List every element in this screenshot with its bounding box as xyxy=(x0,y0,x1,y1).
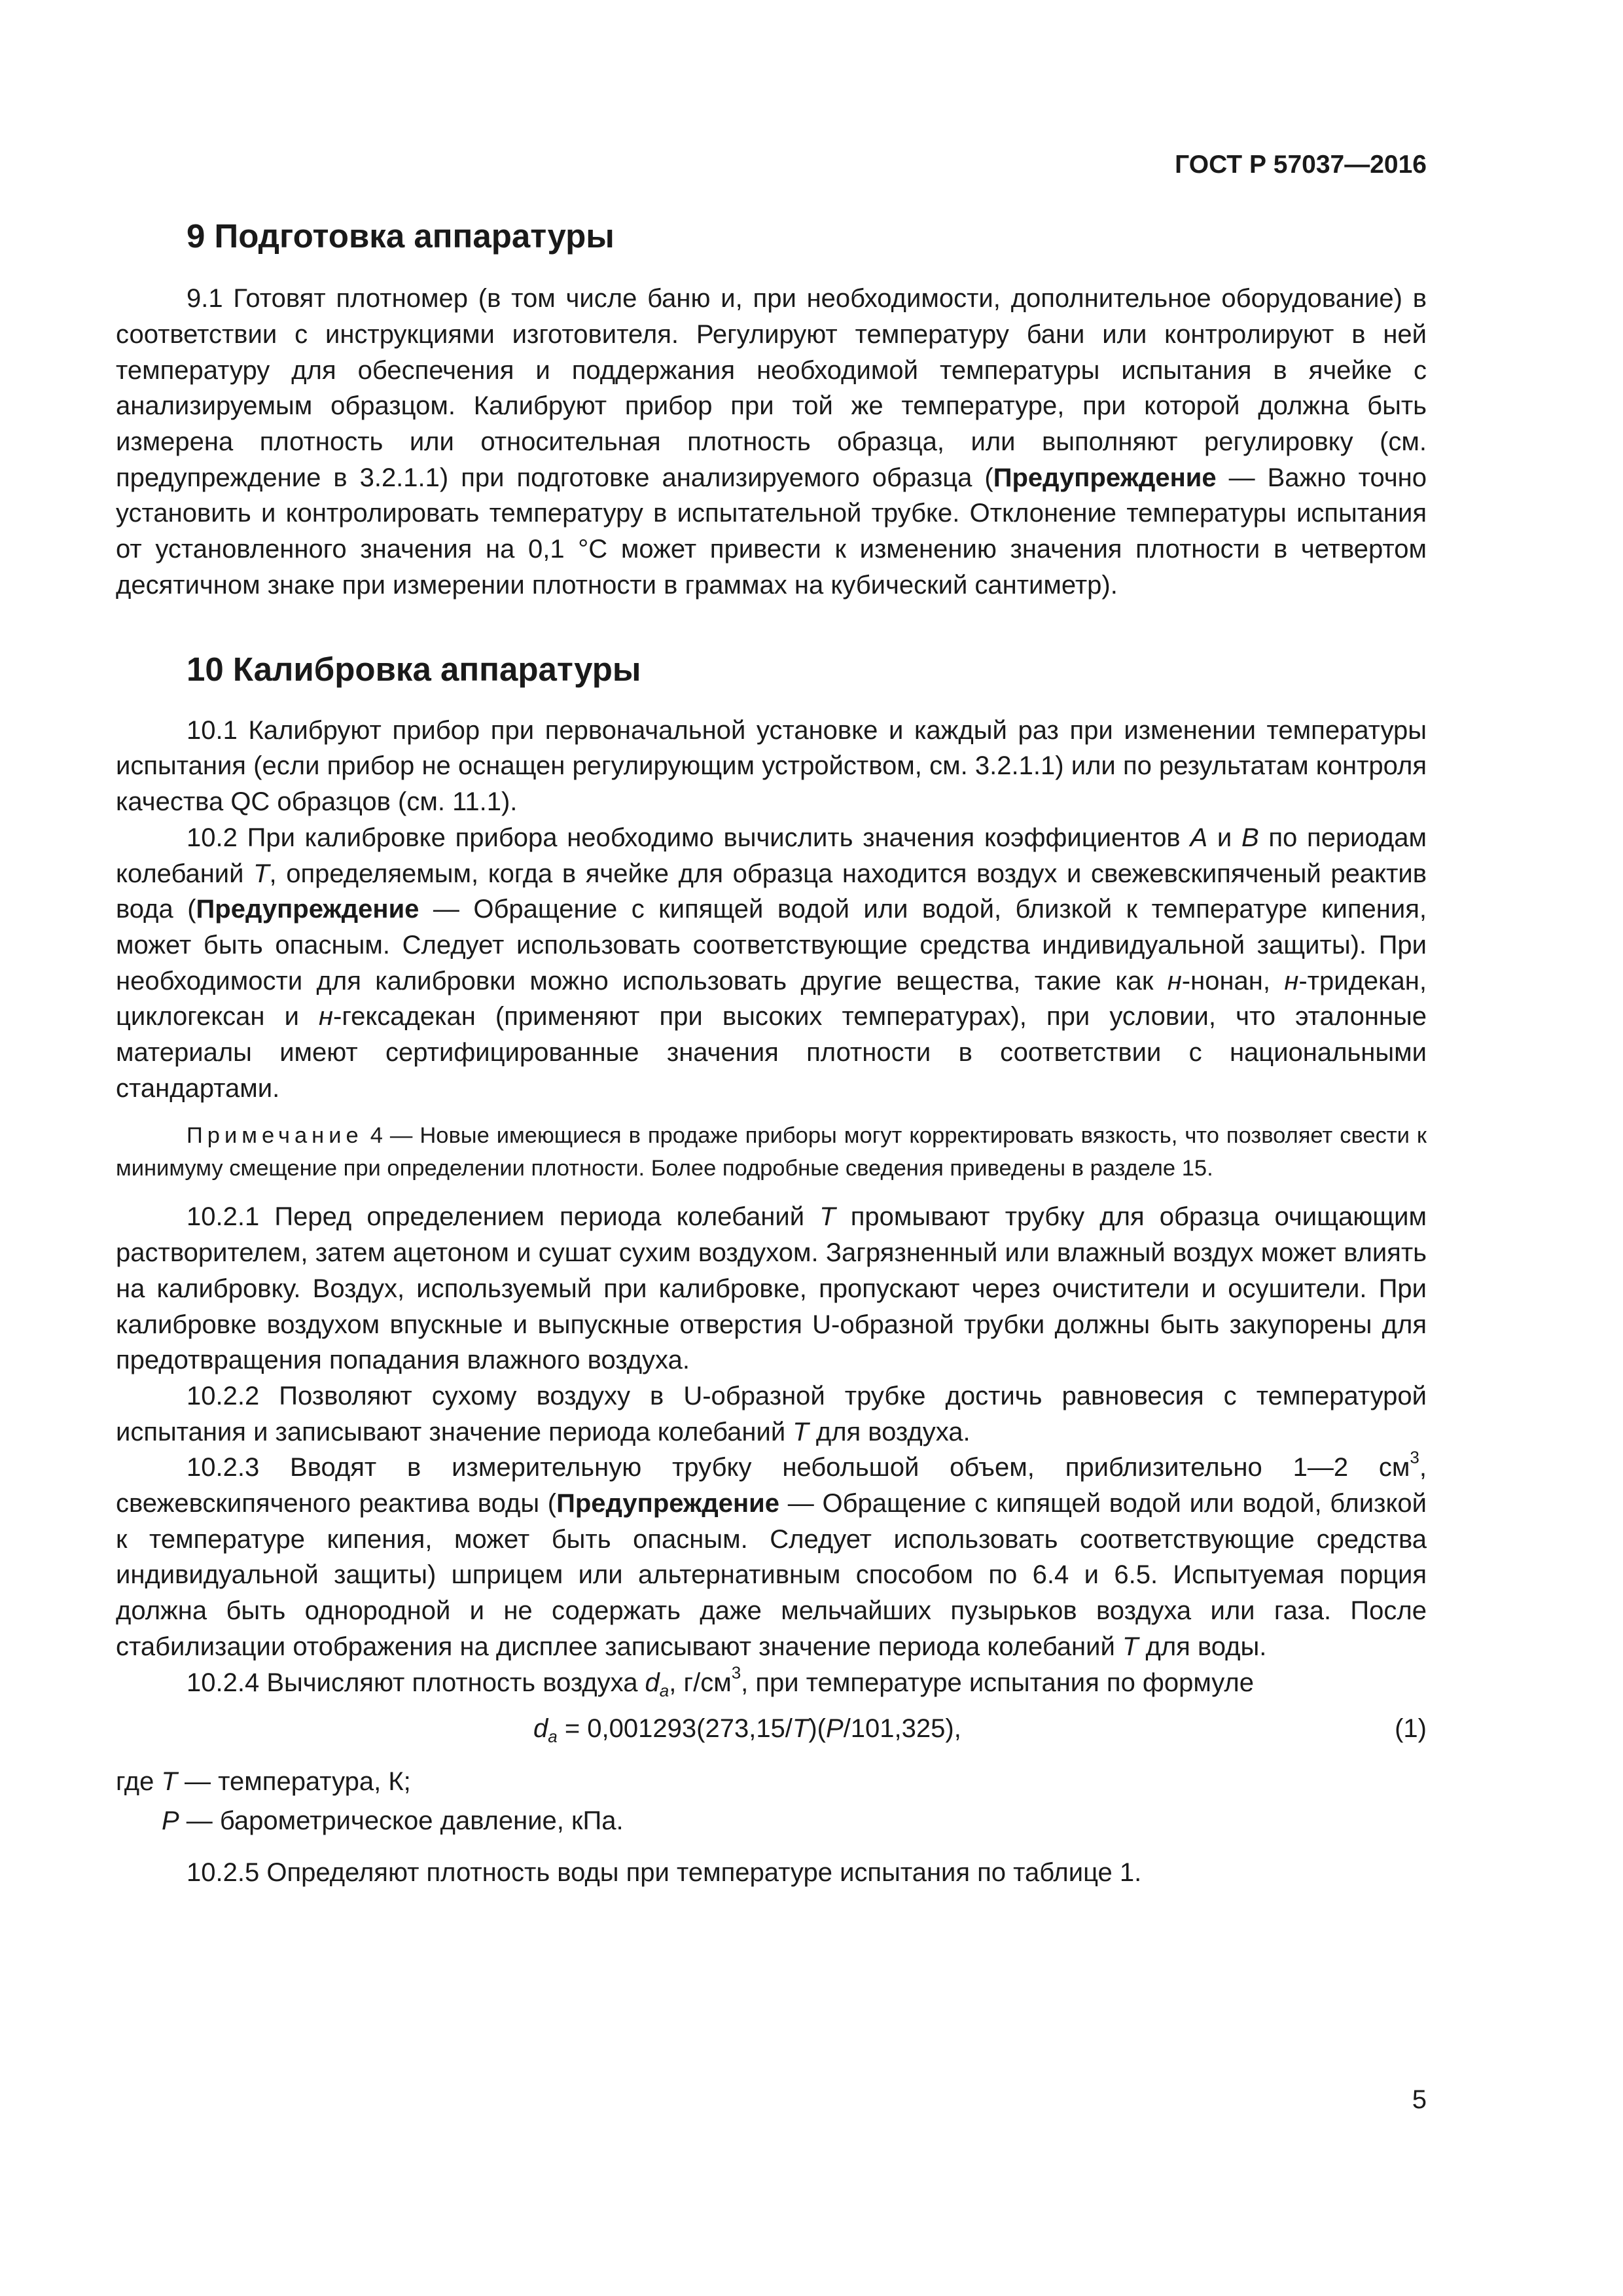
formula-1 xyxy=(116,1710,1427,1748)
page-content xyxy=(116,216,1427,1891)
section-10-heading: 10 Калибровка аппаратуры xyxy=(187,650,641,688)
paragraph-9-1: 9.1 Готовят плотномер (в том числе баню и, при необходимости, дополнительное оборудование) в соответствии с инструкциями изготовителя. Регулируют температуру бани или контролируют в ней температуру для обеспечения и поддержания необходимой температуры испытания в ячейке с анализируемым образцом. Калибруют прибор при той же температуре, при которой должна быть измерена плотность или относительная плотность образца, или выполняют регулировку (см. предупреждение в 3.2.1.1) при подготовке анализируемого образца (Предупреждение — Важно точно установить и контролировать температуру в испытательной трубке. Отклонение температуры испытания от установленного значения на 0,1 °С может привести к изменению значения плотности в четвертом десятичном знаке при измерении плотности в граммах на кубический сантиметр). xyxy=(116,284,1427,600)
paragraph-10-1: 10.1 Калибруют прибор при первоначальной установке и каждый раз при изменении температуры испытания (если прибор не оснащен регулирующим устройством, см. 3.2.1.1) или по результатам контроля качества QC образцов (см. 11.1). xyxy=(116,715,1427,817)
page-number: 5 xyxy=(1412,2085,1427,2114)
formula-number: (1) xyxy=(1395,1714,1427,1744)
paragraph-10-2-4: 10.2.4 Вычисляют плотность воздуха $d_a$, $г/см^3$, при температуре испытания по формуле xyxy=(187,1662,1254,1700)
legend-p: Р — барометрическое давление, кПа. xyxy=(162,1806,624,1836)
legend-t: где Т — температура, К; xyxy=(116,1767,411,1797)
formula-legend xyxy=(116,1762,1427,1840)
paragraph-10-2-2: 10.2.2 Позволяют сухому воздуху в U-образной трубке достичь равновесия с температурой испытания и записывают значение периода колебаний Т для воздуха. xyxy=(116,1381,1427,1446)
formula-expression: $d_a = 0,001293(273,15/Т)(Р/101,325)$, xyxy=(533,1714,961,1747)
section-9-heading: 9 Подготовка аппаратуры xyxy=(187,217,615,255)
paragraph-10-2-5: 10.2.5 Определяют плотность воды при температуре испытания по таблице 1. xyxy=(187,1858,1142,1888)
warning-label: Предупреждение xyxy=(196,895,419,924)
paragraph-10-2-1: 10.2.1 Перед определением периода колебаний Т промывают трубку для образца очищающим растворителем, затем ацетоном и сушат сухим воздухом. Загрязненный или влажный воздух может влиять на калибровку. Воздух, используемый при калибровке, пропускают через очистители и осушители. При калибровке воздухом впускные и выпускные отверстия U-образной трубки должны быть закупорены для предотвращения попадания влажного воздуха. xyxy=(116,1202,1427,1375)
paragraph-10-2: 10.2 При калибровке прибора необходимо вычислить значения коэффициентов А и В по периодам колебаний Т, определяемым, когда в ячейке для образца находится воздух и свежевскипяченый реактив вода (Предупреждение — Обращение с кипящей водой или водой, близкой к температуре кипения, может быть опасным. Следует использовать соответствующие средства индивидуальной защиты). При необходимости для калибровки можно использовать другие вещества, такие как н-нонан, н-тридекан, циклогексан и н-гексадекан (применяют при высоких температурах), при условии, что эталонные материалы имеют сертифицированные значения плотности в соответствии с национальными стандартами. xyxy=(116,823,1427,1103)
note-4: Примечание 4 — Новые имеющиеся в продаже приборы могут корректировать вязкость, что позволяет свести к минимуму смещение при определении плотности. Более подробные сведения приведены в разделе 15. xyxy=(116,1123,1427,1181)
document-code: ГОСТ Р 57037—2016 xyxy=(1175,151,1427,179)
paragraph-10-2-3: 10.2.3 Вводят в измерительную трубку небольшой объем, приблизительно 1—2 $см^3$, свежевскипяченого реактива воды (Предупреждение — Обращение с кипящей водой или водой, близкой к температуре кипения, может быть опасным. Следует использовать соответствующие средства индивидуальной защиты) шприцем или альтернативным способом по 6.4 и 6.5. Испытуемая порция должна быть однородной и не содержать даже мельчайших пузырьков воздуха или газа. После стабилизации отображения на дисплее записывают значение периода колебаний Т для воды. xyxy=(116,1447,1427,1661)
warning-label: Предупреждение xyxy=(556,1489,779,1518)
warning-label: Предупреждение xyxy=(993,463,1217,492)
